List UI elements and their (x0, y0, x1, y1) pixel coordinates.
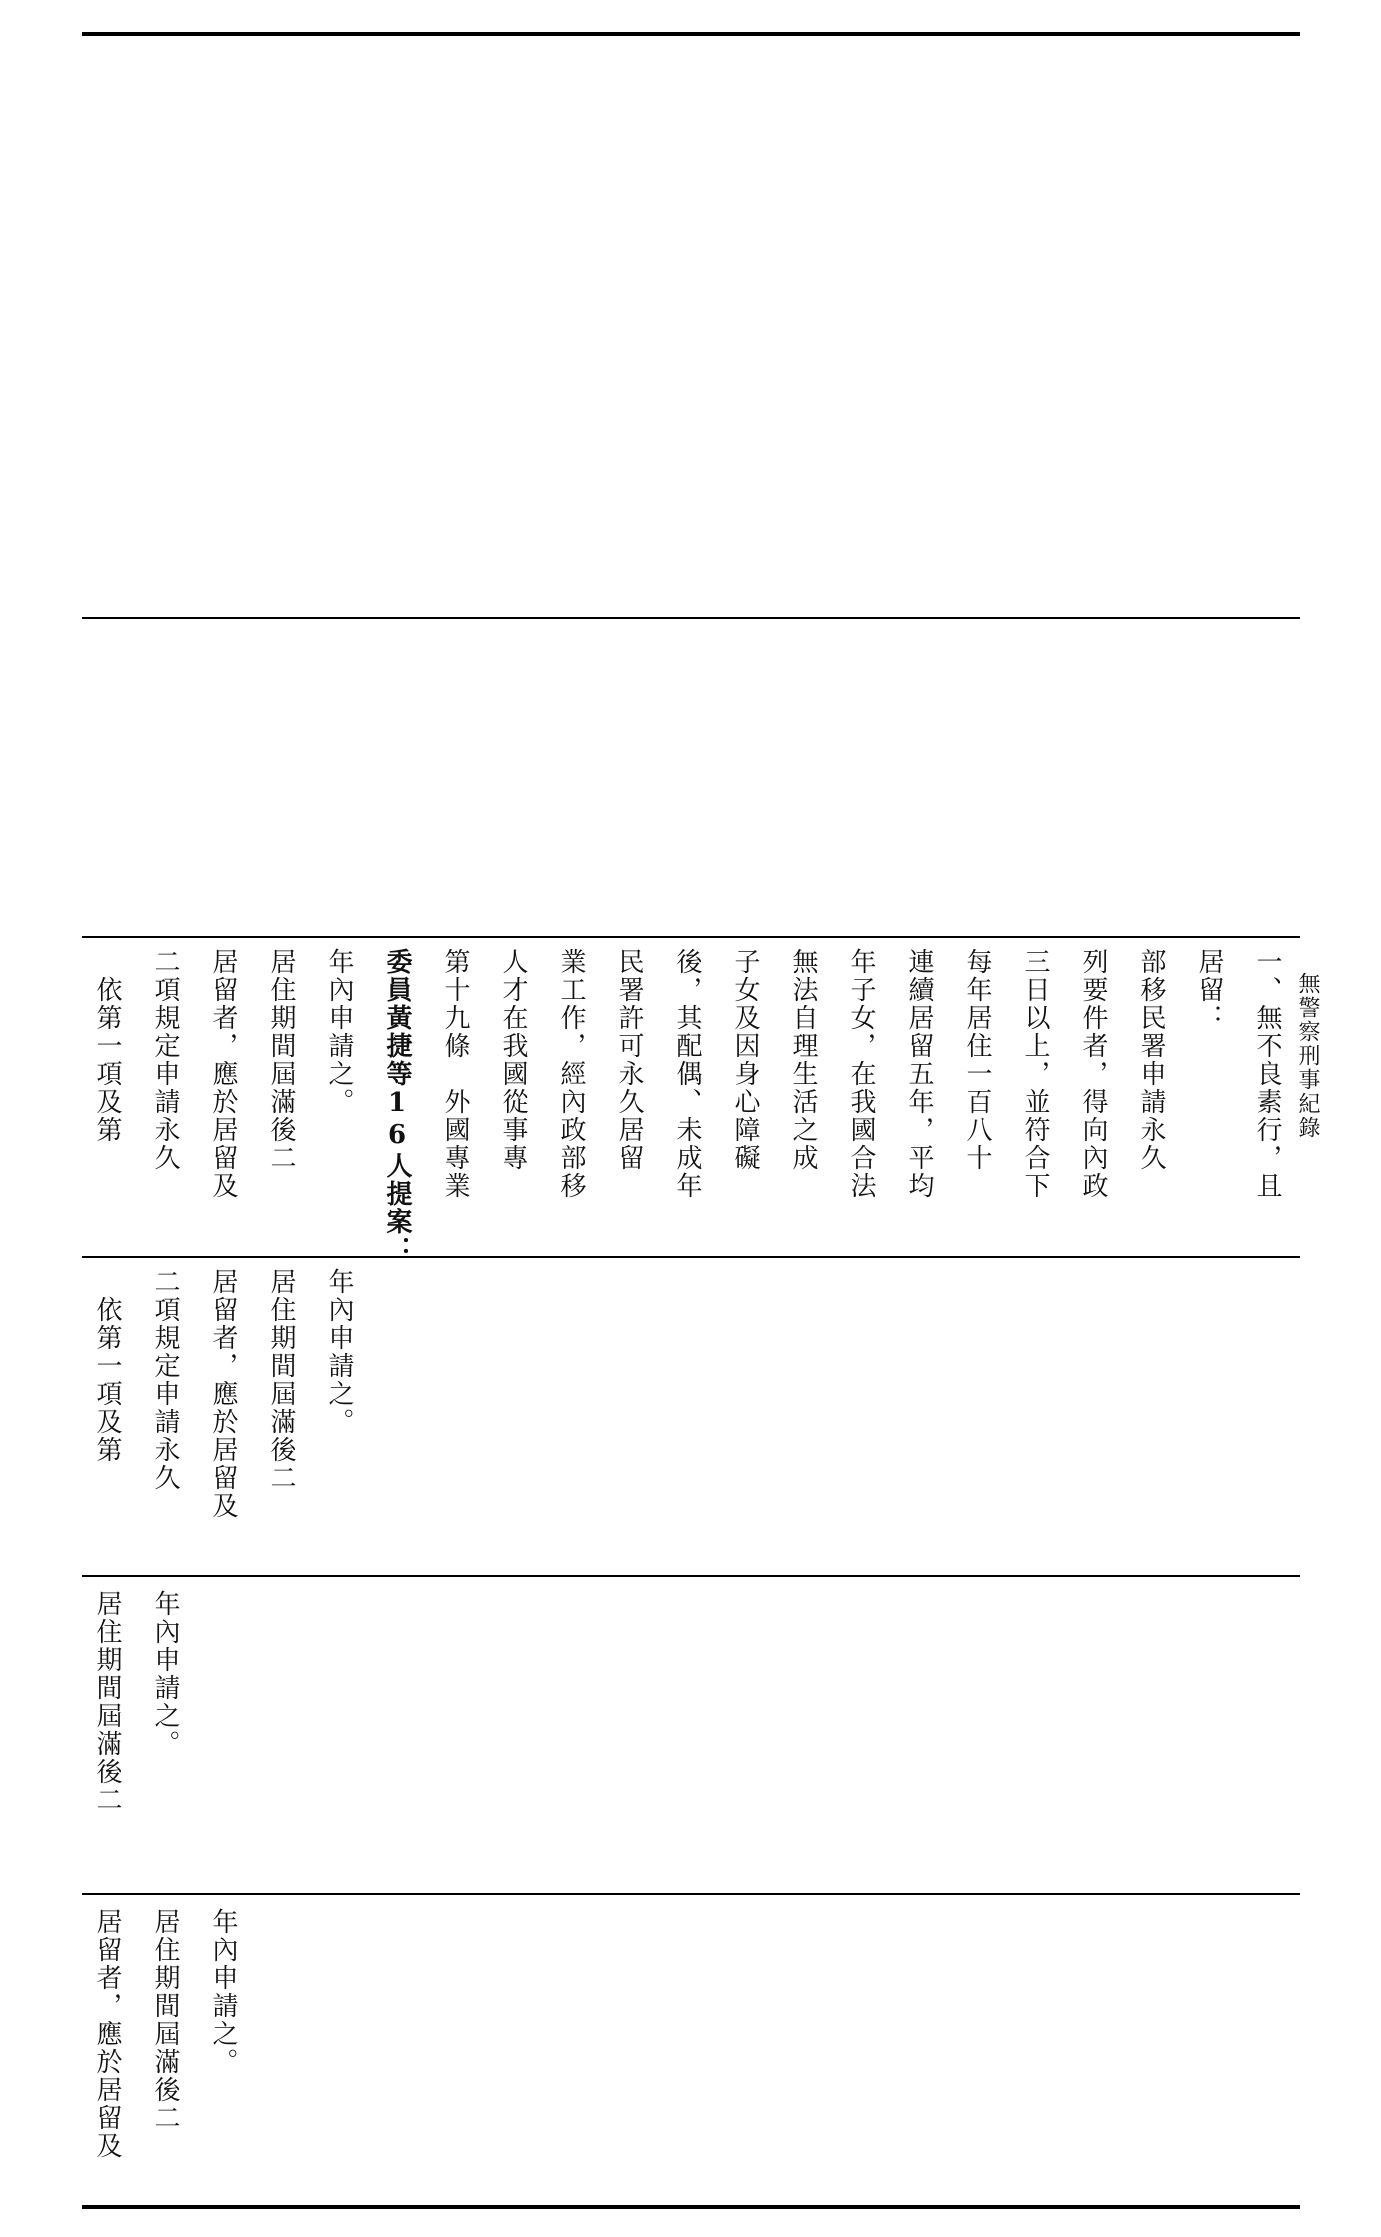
text-column: 居住期間屆滿後二 (150, 1908, 180, 2132)
text-column: 年子女，在我國合法 (846, 948, 876, 1200)
section-current-text (82, 1268, 1300, 1568)
top-border (82, 32, 1300, 36)
section-proposal-text-tail (82, 948, 1320, 1248)
row-divider-3 (82, 1256, 1300, 1258)
text-column: 二項規定申請永久 (150, 1268, 180, 1492)
row-divider-4 (82, 1575, 1300, 1577)
bottom-border (82, 2205, 1300, 2209)
text-column: 人才在我國從事專 (498, 948, 528, 1172)
text-column: 後，其配偶、未成年 (672, 948, 702, 1200)
text-column: 第十九條 外國專業 (440, 948, 470, 1200)
text-column: 無警察刑事紀錄 (1295, 948, 1320, 1140)
text-column: 依第一項及第 (92, 1268, 122, 1464)
section-row-4 (82, 1908, 1300, 2198)
text-column: 民署許可永久居留 (614, 948, 644, 1172)
proposal-heading: 委員黃捷等16人提案： (382, 948, 412, 1264)
text-column: 一、無不良素行，且 (1252, 948, 1282, 1200)
text-column: 居住期間屆滿後二 (92, 1590, 122, 1814)
text-column: 居住期間屆滿後二 (266, 948, 296, 1172)
text-column: 部移民署申請永久 (1136, 948, 1166, 1172)
text-column: 三日以上，並符合下 (1020, 948, 1050, 1200)
text-column: 連續居留五年，平均 (904, 948, 934, 1200)
text-column: 居留： (1194, 948, 1224, 1032)
text-column: 年內申請之。 (324, 948, 354, 1116)
row-divider-5 (82, 1893, 1300, 1895)
text-column: 二項規定申請永久 (150, 948, 180, 1172)
section-row-3 (82, 1590, 1300, 1880)
text-column: 居留者，應於居留及 (208, 948, 238, 1200)
text-column: 居留者，應於居留及 (208, 1268, 238, 1520)
row-divider-2 (82, 936, 1300, 938)
text-column: 業工作，經內政部移 (556, 948, 586, 1200)
text-column: 年內申請之。 (150, 1590, 180, 1758)
row-divider-1 (82, 617, 1300, 619)
text-column: 列要件者，得向內政 (1078, 948, 1108, 1200)
text-column: 子女及因身心障礙 (730, 948, 760, 1172)
text-column: 年內申請之。 (324, 1268, 354, 1436)
text-column: 依第一項及第 (92, 948, 122, 1144)
text-column: 年內申請之。 (208, 1908, 238, 2076)
text-column: 居住期間屆滿後二 (266, 1268, 296, 1492)
text-column: 每年居住一百八十 (962, 948, 992, 1172)
text-column: 無法自理生活之成 (788, 948, 818, 1172)
text-column: 居留者，應於居留及 (92, 1908, 122, 2160)
